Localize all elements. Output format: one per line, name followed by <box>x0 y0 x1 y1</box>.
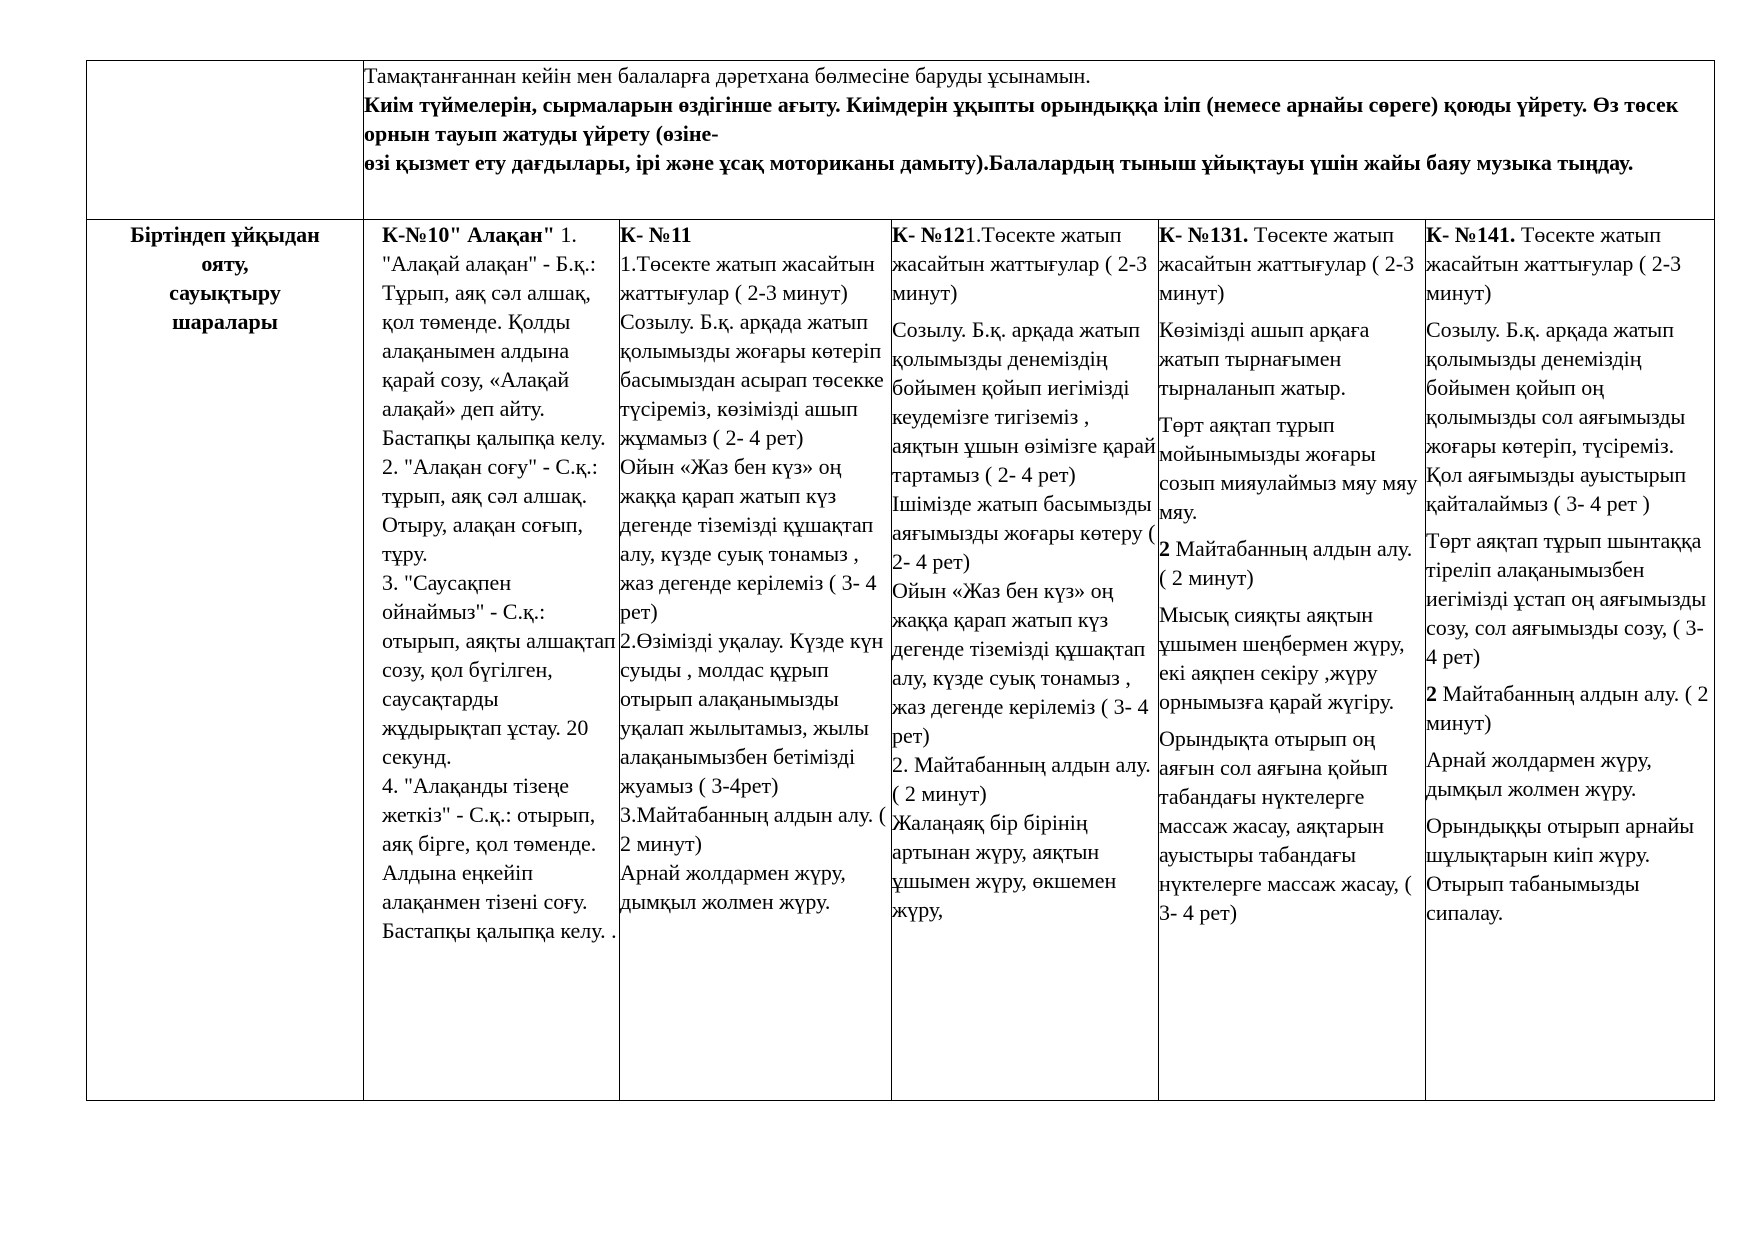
day-text: Орындықта отырып оң аяғын сол аяғына қойып табандағы нүктелерге массаж жасау, аяқтарын ауыстыры табандағы нүктелерге массаж жасау, ( 3- 4 рет) <box>1159 726 1412 925</box>
section-label-line: шаралары <box>172 309 278 334</box>
day-text: Ішімізде жатып басымызды аяғымызды жоғары көтеру ( 2- 4 рет) <box>892 491 1156 574</box>
day-heading: К-№10" Алақан" <box>382 222 555 247</box>
day-text: Көзімізді ашып арқаға жатып тырнағымен тырналанып жатыр. <box>1159 317 1370 400</box>
empty-label-cell <box>87 61 364 220</box>
section-label-line: Біртіндеп ұйқыдан <box>130 222 320 247</box>
day-cell-3 <box>892 220 1159 1101</box>
section-label-line: ояту, <box>201 251 249 276</box>
day-text: Жалаңаяқ бір бірінің артынан жүру, аяқтын ұшымен жүру, өкшемен жүру, <box>892 810 1117 922</box>
day-text: 1.Төсекте жатып жасайтын жаттығулар ( 2-3 минут) <box>892 222 1148 305</box>
day-cell-2 <box>620 220 892 1101</box>
day-text: Төсекте жатып жасайтын жаттығулар ( 2-3 минут) <box>1159 222 1415 305</box>
day-heading: К- №141. <box>1426 222 1516 247</box>
day-cell-4 <box>1159 220 1426 1101</box>
day-text: 3.Майтабанның алдын алу. ( 2 минут) <box>620 802 887 856</box>
section-label-cell <box>87 220 364 1101</box>
day-cell-1 <box>364 220 620 1101</box>
day-text: Төрт аяқтап тұрып мойынымызды жоғары созып мияулаймыз мяу мяу мяу. <box>1159 412 1418 524</box>
day-number: 2 <box>1426 681 1437 706</box>
day-text: 1.Төсекте жатып жасайтын жаттығулар ( 2-3 минут) <box>620 251 875 305</box>
day-text: 3. "Саусақпен ойнаймыз" - С.қ.: отырып, аяқты алшақтап созу, қол бүгілген, саусақтарды жұдырықтап ұстау. 20 секунд. <box>382 570 616 769</box>
day-text: Созылу. Б.қ. арқада жатып қолымызды жоғары көтеріп басымыздан асырап төсекке түсіреміз, көзімізді ашып жұмамыз ( 2- 4 рет) <box>620 309 884 450</box>
day-number: 2 <box>1159 536 1170 561</box>
day-text: 2.Өзімізді уқалау. Күзде күн суыды , молдас құрып отырып алақанымызды уқалап жылытамыз, жылы алақанымызбен бетімізді жуамыз ( 3-4рет) <box>620 628 884 798</box>
intro-plain-line: Тамақтанғаннан кейін мен балаларға дәретхана бөлмесіне баруды ұсынамын. <box>364 63 1091 88</box>
day-text: Төсекте жатып жасайтын жаттығулар ( 2-3 минут) <box>1426 222 1682 305</box>
day-heading: К- №11 <box>620 222 692 247</box>
day-text: Майтабанның алдын алу. ( 2 минут) <box>1159 536 1413 590</box>
day-text: Төрт аяқтап тұрып шынтаққа тіреліп алақанымызбен иегімізді ұстап оң аяғымызды созу, сол аяғымызды созу, ( 3- 4 рет) <box>1426 528 1707 669</box>
day-text: Ойын «Жаз бен күз» оң жаққа қарап жатып күз дегенде тіземізді құшақтап алу, күзде суық тонамыз , жаз дегенде керілеміз ( 3- 4 рет) <box>620 454 877 624</box>
schedule-table <box>86 60 1715 1101</box>
day-cell-5 <box>1426 220 1715 1101</box>
day-text: 2. "Алақан соғу" - С.қ.: тұрып, аяқ сәл алшақ. Отыру, алақан соғып, тұру. <box>382 454 598 566</box>
day-text: Ойын «Жаз бен күз» оң жаққа қарап жатып күз дегенде тіземізді құшақтап алу, күзде суық тонамыз , жаз дегенде керілеміз ( 3- 4 рет) <box>892 578 1149 748</box>
day-heading: К- №131. <box>1159 222 1249 247</box>
section-label-line: сауықтыру <box>169 280 281 305</box>
table-row <box>87 220 1715 1101</box>
table-row <box>87 61 1715 220</box>
intro-bold-line-1: Киім түймелерін, сырмаларын өздігінше ағыту. Киімдерін ұқыпты орындыққа іліп (немесе арнайы сөреге) қоюды үйрету. Өз төсек орнын тауып жатуды үйрету (өзіне- <box>364 92 1679 146</box>
intro-cell <box>364 61 1715 220</box>
day-text: Арнай жолдармен жүру, дымқыл жолмен жүру. <box>620 860 846 914</box>
day-text: Орындыққы отырып арнайы шұлықтарын киіп жүру. Отырып табанымызды сипалау. <box>1426 813 1695 925</box>
day-text: Созылу. Б.қ. арқада жатып қолымызды денеміздің бойымен қойып иегімізді кеудемізге тигіземіз , аяқтын ұшын өзімізге қарай тартамыз ( 2- 4 рет) <box>892 317 1156 487</box>
day-text: Арнай жолдармен жүру, дымқыл жолмен жүру. <box>1426 747 1652 801</box>
day-heading: К- №12 <box>892 222 965 247</box>
day-text: 4. "Алақанды тізеңе жеткіз" - С.қ.: отырып, аяқ бірге, қол төменде. Алдына еңкейіп алақанмен тізені соғу. Бастапқы қалыпқа келу. . <box>382 773 617 943</box>
day-text: Майтабанның алдын алу. ( 2 минут) <box>1426 681 1709 735</box>
day-text: Мысық сияқты аяқтын ұшымен шеңбермен жүру, екі аяқпен секіру ,жүру орнымызға қарай жүгіру. <box>1159 602 1405 714</box>
day-text: Созылу. Б.қ. арқада жатып қолымызды денеміздің бойымен қойып оң қолымызды сол аяғымызды жоғары көтеріп, түсіреміз. Қол аяғымызды ауыстырып қайталаймыз ( 3- 4 рет ) <box>1426 317 1687 516</box>
intro-bold-line-2: өзі қызмет ету дағдылары, ірі және ұсақ моториканы дамыту).Балалардың тыныш ұйықтауы үшін жайы баяу музыка тыңдау. <box>364 150 1634 175</box>
day-text: 1. "Алақай алақан" - Б.қ.: Тұрып, аяқ сәл алшақ, қол төменде. Қолды алақанымен алдына қарай созу, «Алақай алақай» деп айту. Бастапқы қалыпқа келу. <box>382 222 606 450</box>
day-text: 2. Майтабанның алдын алу. ( 2 минут) <box>892 752 1151 806</box>
